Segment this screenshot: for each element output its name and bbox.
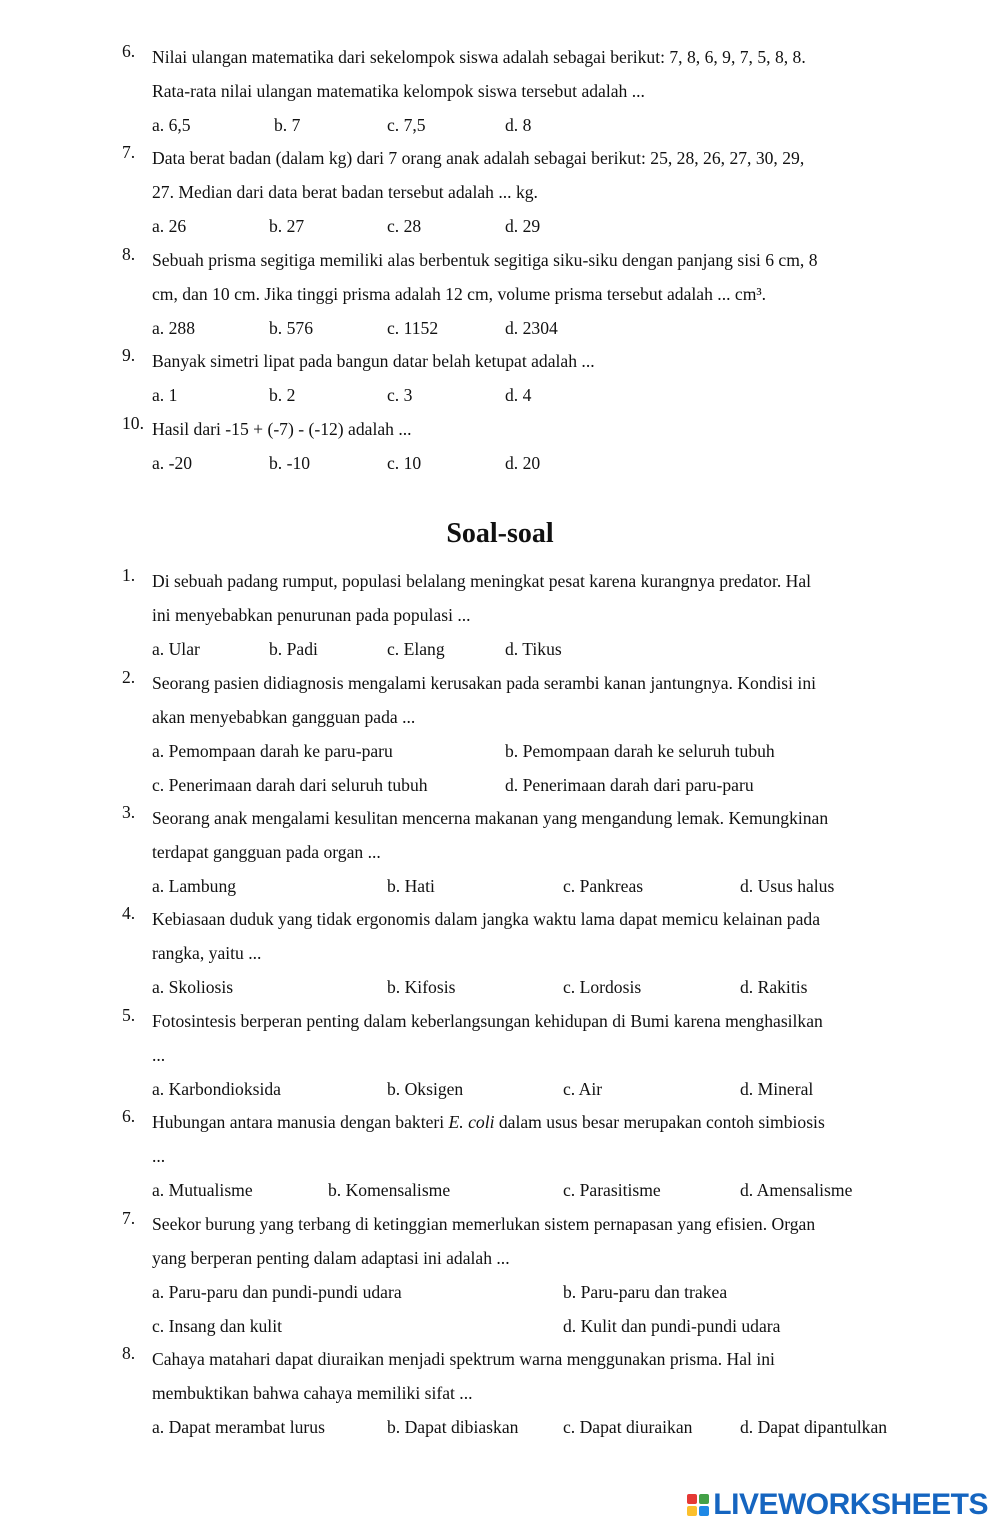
- question-number: 5.: [122, 1005, 136, 1025]
- question-text: Hasil dari -15 + (-7) - (-12) adalah ...: [152, 419, 412, 439]
- option-a[interactable]: a. 1: [152, 384, 178, 405]
- question-2-science: [122, 667, 922, 803]
- question-8-math: [122, 244, 922, 346]
- question-number: 3.: [122, 802, 136, 822]
- question-number: 10.: [122, 413, 144, 433]
- option-b[interactable]: b. 2: [269, 384, 296, 405]
- logo-square-green: [699, 1494, 709, 1504]
- question-6-science: [122, 1106, 922, 1208]
- option-a[interactable]: a. -20: [152, 452, 193, 473]
- option-b[interactable]: b. Kifosis: [387, 976, 456, 997]
- question-text: ...: [152, 1044, 166, 1065]
- logo-square-yellow: [687, 1506, 697, 1516]
- question-number: 7.: [122, 142, 136, 162]
- question-text: Data berat badan (dalam kg) dari 7 orang anak adalah sebagai berikut: 25, 28, 26, 27, 30, 29,: [152, 148, 805, 168]
- option-d[interactable]: d. 4: [505, 384, 532, 405]
- option-d[interactable]: d. Kulit dan pundi-pundi udara: [563, 1315, 781, 1336]
- option-c[interactable]: c. 3: [387, 384, 413, 405]
- liveworksheets-logo: [687, 1488, 988, 1522]
- question-8-science: [122, 1343, 922, 1445]
- question-text: Banyak simetri lipat pada bangun datar belah ketupat adalah ...: [152, 351, 595, 371]
- question-text: ...: [152, 1145, 166, 1166]
- question-6-math: [122, 41, 922, 143]
- option-c[interactable]: c. 28: [387, 215, 422, 236]
- liveworksheets-logo-icon: [687, 1494, 709, 1516]
- option-b[interactable]: b. Dapat dibiaskan: [387, 1416, 519, 1437]
- option-d[interactable]: d. Usus halus: [740, 875, 835, 896]
- question-text: Seorang pasien didiagnosis mengalami kerusakan pada serambi kanan jantungnya. Kondisi ini: [152, 673, 817, 693]
- question-text: Rata-rata nilai ulangan matematika kelompok siswa tersebut adalah ...: [152, 80, 645, 101]
- option-d[interactable]: d. Dapat dipantulkan: [740, 1416, 888, 1437]
- option-b[interactable]: b. 576: [269, 317, 313, 338]
- question-text: Seorang anak mengalami kesulitan mencerna makanan yang mengandung lemak. Kemungkinan: [152, 808, 829, 828]
- option-d[interactable]: d. 8: [505, 114, 532, 135]
- question-text: membuktikan bahwa cahaya memiliki sifat ...: [152, 1382, 473, 1403]
- question-text: akan menyebabkan gangguan pada ...: [152, 706, 416, 727]
- question-text: terdapat gangguan pada organ ...: [152, 841, 381, 862]
- option-d[interactable]: d. Tikus: [505, 638, 562, 659]
- option-a[interactable]: a. 26: [152, 215, 187, 236]
- option-b[interactable]: b. Komensalisme: [328, 1179, 451, 1200]
- option-d[interactable]: d. Rakitis: [740, 976, 808, 997]
- option-c[interactable]: c. Lordosis: [563, 976, 642, 997]
- logo-square-blue: [699, 1506, 709, 1516]
- question-text: Seekor burung yang terbang di ketinggian memerlukan sistem pernapasan yang efisien. Organ: [152, 1214, 816, 1234]
- question-7-math: [122, 142, 922, 244]
- option-c[interactable]: c. Penerimaan darah dari seluruh tubuh: [152, 774, 428, 795]
- option-c[interactable]: c. 7,5: [387, 114, 426, 135]
- question-number: 9.: [122, 345, 136, 365]
- question-text: Hubungan antara manusia dengan bakteri: [152, 1112, 449, 1132]
- question-number: 8.: [122, 244, 136, 264]
- question-text: ini menyebabkan penurunan pada populasi ...: [152, 604, 471, 625]
- question-number: 6.: [122, 1106, 136, 1126]
- option-d[interactable]: d. Penerimaan darah dari paru-paru: [505, 774, 754, 795]
- option-a[interactable]: a. Karbondioksida: [152, 1078, 281, 1099]
- question-10-math: [122, 413, 922, 481]
- question-text: rangka, yaitu ...: [152, 942, 262, 963]
- option-c[interactable]: c. Insang dan kulit: [152, 1315, 282, 1336]
- option-c[interactable]: c. Elang: [387, 638, 445, 659]
- option-d[interactable]: d. 20: [505, 452, 541, 473]
- option-a[interactable]: a. Lambung: [152, 875, 237, 896]
- question-text: Nilai ulangan matematika dari sekelompok siswa adalah sebagai berikut: 7, 8, 6, 9, 7, 5, 8, 8.: [152, 47, 806, 67]
- option-b[interactable]: b. Pemompaan darah ke seluruh tubuh: [505, 740, 775, 761]
- question-number: 2.: [122, 667, 136, 687]
- option-b[interactable]: b. 27: [269, 215, 305, 236]
- option-b[interactable]: b. 7: [274, 114, 301, 135]
- option-c[interactable]: c. 10: [387, 452, 422, 473]
- option-a[interactable]: a. Pemompaan darah ke paru-paru: [152, 740, 393, 761]
- question-text: dalam usus besar merupakan contoh simbiosis: [494, 1112, 825, 1132]
- option-c[interactable]: c. 1152: [387, 317, 439, 338]
- option-d[interactable]: d. 2304: [505, 317, 558, 338]
- option-c[interactable]: c. Pankreas: [563, 875, 644, 896]
- question-text: yang berperan penting dalam adaptasi ini adalah ...: [152, 1247, 510, 1268]
- question-text: cm, dan 10 cm. Jika tinggi prisma adalah 12 cm, volume prisma tersebut adalah ... cm³.: [152, 283, 767, 304]
- option-c[interactable]: c. Parasitisme: [563, 1179, 661, 1200]
- option-a[interactable]: a. Mutualisme: [152, 1179, 253, 1200]
- question-number: 4.: [122, 903, 136, 923]
- question-number: 6.: [122, 41, 136, 61]
- question-text: Kebiasaan duduk yang tidak ergonomis dalam jangka waktu lama dapat memicu kelainan pada: [152, 909, 821, 929]
- question-text: 27. Median dari data berat badan tersebut adalah ... kg.: [152, 181, 538, 202]
- option-c[interactable]: c. Dapat diuraikan: [563, 1416, 693, 1437]
- question-text: Cahaya matahari dapat diuraikan menjadi spektrum warna menggunakan prisma. Hal ini: [152, 1349, 775, 1369]
- option-c[interactable]: c. Air: [563, 1078, 603, 1099]
- question-text: Fotosintesis berperan penting dalam keberlangsungan kehidupan di Bumi karena menghasilkan: [152, 1011, 823, 1031]
- option-b[interactable]: b. Oksigen: [387, 1078, 464, 1099]
- option-a[interactable]: a. Dapat merambat lurus: [152, 1416, 325, 1437]
- question-4-science: [122, 903, 922, 1005]
- question-number: 1.: [122, 565, 136, 585]
- option-a[interactable]: a. 288: [152, 317, 195, 338]
- option-a[interactable]: a. 6,5: [152, 114, 191, 135]
- question-number: 7.: [122, 1208, 136, 1228]
- option-b[interactable]: b. Hati: [387, 875, 435, 896]
- option-b[interactable]: b. Paru-paru dan trakea: [563, 1281, 728, 1302]
- question-3-science: [122, 802, 922, 904]
- option-d[interactable]: d. 29: [505, 215, 541, 236]
- option-a[interactable]: a. Paru-paru dan pundi-pundi udara: [152, 1281, 402, 1302]
- question-1-science: [122, 565, 922, 667]
- option-a[interactable]: a. Skoliosis: [152, 976, 234, 997]
- option-b[interactable]: b. Padi: [269, 638, 318, 659]
- question-9-math: [122, 345, 922, 413]
- option-d[interactable]: d. Amensalisme: [740, 1179, 853, 1200]
- question-text: Sebuah prisma segitiga memiliki alas berbentuk segitiga siku-siku dengan panjang sisi 6 cm, 8: [152, 250, 818, 270]
- logo-square-red: [687, 1494, 697, 1504]
- question-number: 8.: [122, 1343, 136, 1363]
- question-5-science: [122, 1005, 922, 1107]
- option-b[interactable]: b. -10: [269, 452, 311, 473]
- question-text-italic: E. coli: [448, 1112, 495, 1132]
- option-d[interactable]: d. Mineral: [740, 1078, 814, 1099]
- option-a[interactable]: a. Ular: [152, 638, 200, 659]
- question-7-science: [122, 1208, 922, 1344]
- question-text: Di sebuah padang rumput, populasi belalang meningkat pesat karena kurangnya predator. Hal: [152, 571, 812, 591]
- section-title: Soal-soal: [446, 518, 554, 549]
- logo-text: LIVEWORKSHEETS: [713, 1488, 988, 1521]
